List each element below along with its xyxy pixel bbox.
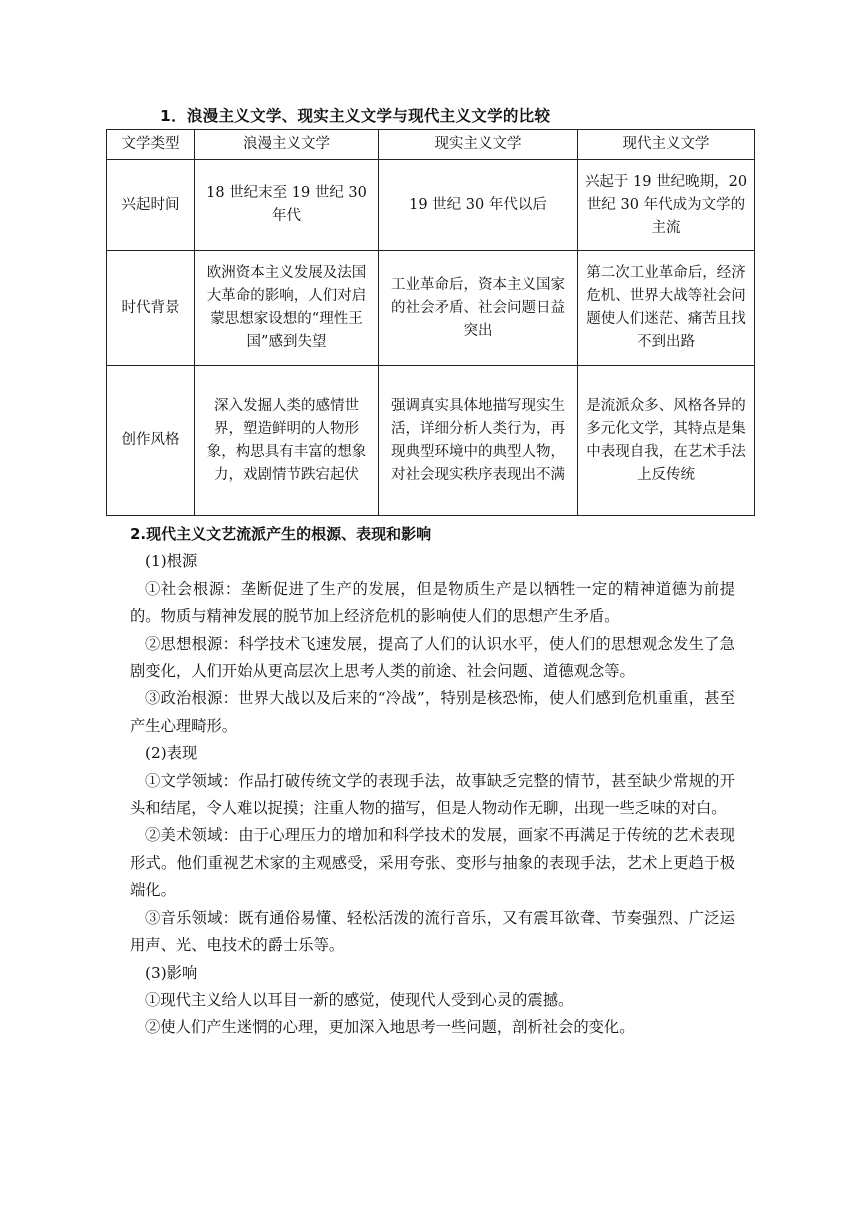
table-row <box>107 160 755 251</box>
table-row-label: 创作风格 <box>107 366 195 516</box>
table-cell: 19 世纪 30 年代以后 <box>379 160 578 251</box>
table-row <box>107 366 755 516</box>
paragraph-ideological-roots: ②思想根源：科学技术飞速发展，提高了人们的认识水平，使人们的思想观念发生了急剧变化，人们开始从更高层次上思考人类的前途、社会问题、道德观念等。 <box>130 634 735 681</box>
table-cell: 强调真实具体地描写现实生活，详细分析人类行为，再现典型环境中的典型人物，对社会现实秩序表现出不满 <box>379 366 578 516</box>
table-header-cell: 浪漫主义文学 <box>195 130 379 160</box>
table-row-label: 时代背景 <box>107 251 195 366</box>
section1-title: 1．浪漫主义文学、现实主义文学与现代主义文学的比较 <box>160 107 551 125</box>
subheading-influence: (3)影响 <box>145 963 198 982</box>
paragraph-social-roots: ①社会根源：垄断促进了生产的发展，但是物质生产是以牺牲一定的精神道德为前提的。物质与精神发展的脱节加上经济危机的影响使人们的思想产生矛盾。 <box>130 579 735 626</box>
table-cell: 深入发掘人类的感情世界，塑造鲜明的人物形象，构思具有丰富的想象力，戏剧情节跌宕起伏 <box>195 366 379 516</box>
section2-title: 2.现代主义文艺流派产生的根源、表现和影响 <box>130 525 432 543</box>
table-row-label: 兴起时间 <box>107 160 195 251</box>
table-cell: 工业革命后，资本主义国家的社会矛盾、社会问题日益突出 <box>379 251 578 366</box>
table-cell: 第二次工业革命后，经济危机、世界大战等社会问题使人们迷茫、痛苦且找不到出路 <box>578 251 755 366</box>
table-cell: 是流派众多、风格各异的多元化文学，其特点是集中表现自我，在艺术手法上反传统 <box>578 366 755 516</box>
table-header-cell: 文学类型 <box>107 130 195 160</box>
comparison-table <box>106 129 755 516</box>
paragraph-political-roots: ③政治根源：世界大战以及后来的“冷战”，特别是核恐怖，使人们感到危机重重，甚至产生心理畸形。 <box>130 689 735 735</box>
table-header-cell: 现实主义文学 <box>379 130 578 160</box>
paragraph-art-field: ②美术领域：由于心理压力的增加和科学技术的发展，画家不再满足于传统的艺术表现形式。他们重视艺术家的主观感受，采用夸张、变形与抽象的表现手法，艺术上更趋于极端化。 <box>130 826 735 900</box>
paragraph-music-field: ③音乐领域：既有通俗易懂、轻松活泼的流行音乐，又有震耳欲聋、节奏强烈、广泛运用声、光、电技术的爵士乐等。 <box>130 908 735 955</box>
subheading-roots: (1)根源 <box>145 552 198 571</box>
table-cell: 18 世纪末至 19 世纪 30 年代 <box>195 160 379 251</box>
section2-body <box>130 521 735 1042</box>
paragraph-literature-field: ①文学领域：作品打破传统文学的表现手法，故事缺乏完整的情节，甚至缺少常规的开头和结尾，令人难以捉摸；注重人物的描写，但是人物动作无聊，出现一些乏味的对白。 <box>130 771 735 818</box>
paragraph-influence-2: ②使人们产生迷惘的心理，更加深入地思考一些问题，剖析社会的变化。 <box>145 1018 635 1037</box>
table-header-row <box>107 130 755 160</box>
table-header-cell: 现代主义文学 <box>578 130 755 160</box>
table-row <box>107 251 755 366</box>
table-cell: 兴起于 19 世纪晚期，20 世纪 30 年代成为文学的主流 <box>578 160 755 251</box>
paragraph-influence-1: ①现代主义给人以耳目一新的感觉，使现代人受到心灵的震撼。 <box>145 990 574 1009</box>
subheading-manifestations: (2)表现 <box>145 744 198 763</box>
table-cell: 欧洲资本主义发展及法国大革命的影响，人们对启蒙思想家设想的“理性王国”感到失望 <box>195 251 379 366</box>
